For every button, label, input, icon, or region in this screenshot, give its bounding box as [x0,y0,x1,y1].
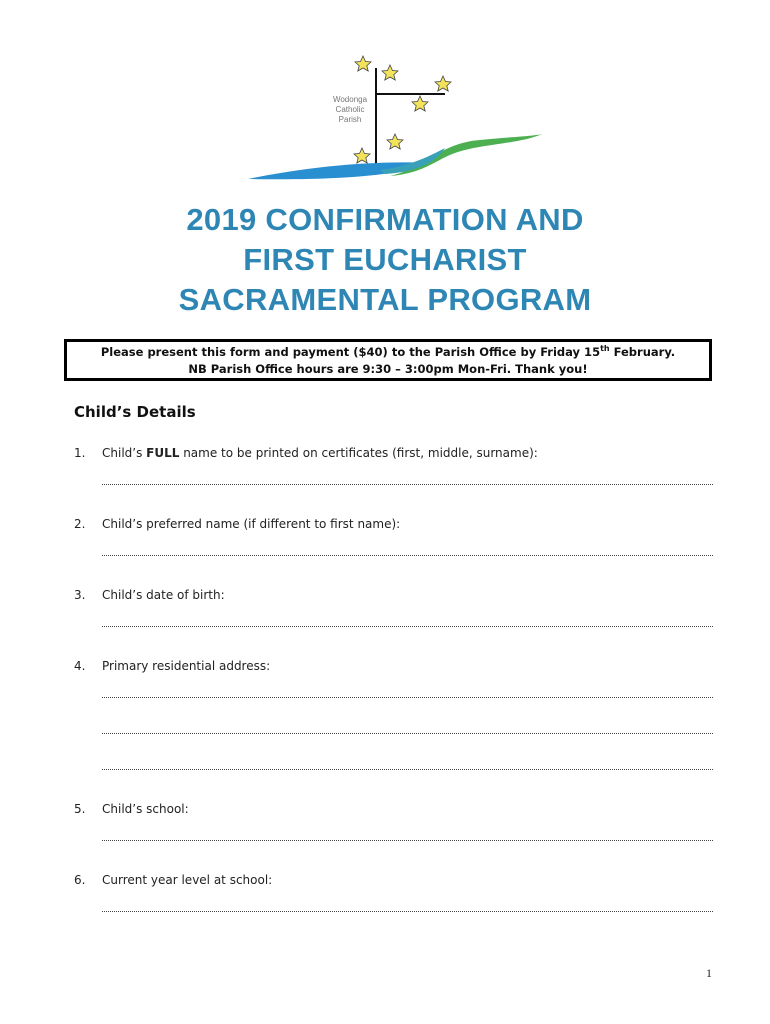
logo-text-line: Parish [338,115,362,124]
question-label [102,446,538,460]
question-number: 2. [74,517,86,531]
answer-line-5[interactable] [102,840,713,841]
question-number: 1. [74,446,86,460]
notice-line-1-text: Please present this form and payment ($40) to the Parish Office by Friday 15 [100,345,601,359]
title-line-2: FIRST EUCHARIST [243,242,527,277]
answer-line-6[interactable] [102,911,713,912]
parish-logo [240,48,550,188]
star-icon [355,56,371,71]
star-icon [387,134,403,149]
star-icon [382,65,398,80]
answer-line-4a[interactable] [102,697,713,698]
answer-line-2[interactable] [102,555,713,556]
notice-line-1 [67,344,709,361]
star-icon [354,148,370,163]
title-line-1: 2019 CONFIRMATION AND [186,202,584,237]
label-bold: FULL [146,446,180,460]
page-number: 1 [706,966,712,980]
question-number: 3. [74,588,86,602]
question-number: 5. [74,802,86,816]
answer-line-1[interactable] [102,484,713,485]
logo-text [325,95,375,125]
question-label: Child’s preferred name (if different to first name): [102,517,401,531]
question-label: Child’s date of birth: [102,588,225,602]
section-heading: Child’s Details [74,403,196,421]
star-icon [435,76,451,91]
star-icon [412,96,428,111]
question-number: 6. [74,873,86,887]
notice-superscript: th [600,344,610,354]
notice-line-2: NB Parish Office hours are 9:30 – 3:00pm Mon-Fri. Thank you! [188,362,588,376]
notice-line-1-end: February. [609,345,676,359]
answer-line-4c[interactable] [102,769,713,770]
river-green [390,134,542,176]
label-part: Child’s [102,446,147,460]
question-label: Child’s school: [102,802,189,816]
logo-text-line: Catholic [335,105,365,114]
title-line-3: SACRAMENTAL PROGRAM [178,282,592,317]
logo-text-line: Wodonga [332,95,368,104]
question-label: Current year level at school: [102,873,273,887]
page-title [100,200,670,320]
question-number: 4. [74,659,86,673]
question-label: Primary residential address: [102,659,271,673]
answer-line-3[interactable] [102,626,713,627]
answer-line-4b[interactable] [102,733,713,734]
label-part: name to be printed on certificates (first, middle, surname): [179,446,538,460]
notice-box [64,339,712,381]
